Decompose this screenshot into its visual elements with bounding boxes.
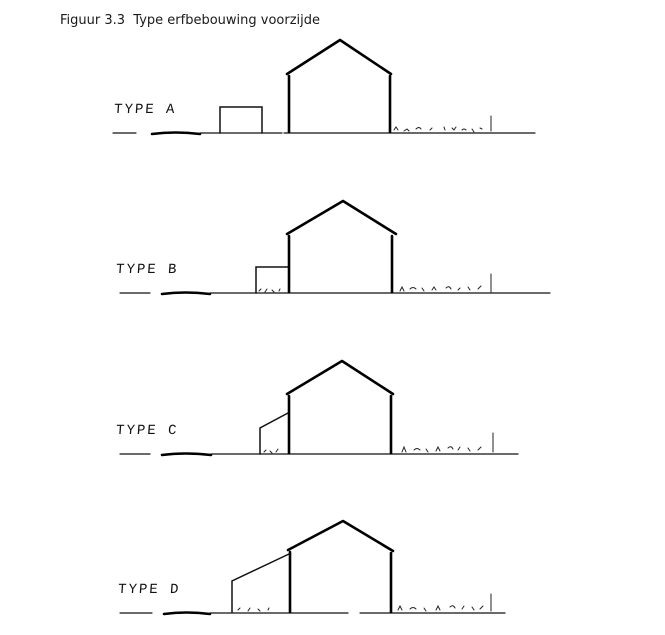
type-d-label: TYPE D — [117, 582, 181, 598]
figure-caption: Figuur 3.3 Type erfbebouwing voorzijde — [60, 13, 321, 28]
lean-to-outbuilding — [232, 554, 289, 612]
yard-texture — [264, 449, 278, 453]
road-mark — [164, 613, 210, 615]
main-house — [287, 201, 396, 292]
yard-texture — [238, 608, 269, 611]
type-b-section — [120, 201, 550, 294]
yard-texture — [259, 289, 280, 292]
type-c-section — [120, 361, 518, 455]
main-house — [288, 521, 393, 612]
road-mark — [162, 293, 210, 295]
lean-to-outbuilding — [260, 413, 288, 454]
road-mark — [152, 133, 200, 135]
type-a-section — [113, 40, 535, 134]
main-house — [287, 361, 393, 453]
road-mark — [162, 454, 211, 456]
garden-vegetation — [398, 606, 483, 611]
garden-vegetation — [402, 447, 481, 452]
type-b-label: TYPE B — [115, 262, 179, 278]
main-house — [287, 40, 391, 132]
garden-vegetation — [400, 286, 481, 291]
type-c-label: TYPE C — [115, 423, 179, 439]
type-d-section — [120, 521, 505, 614]
type-a-label: TYPE A — [113, 102, 177, 118]
detached-outbuilding — [220, 107, 262, 133]
garden-vegetation — [394, 127, 482, 132]
